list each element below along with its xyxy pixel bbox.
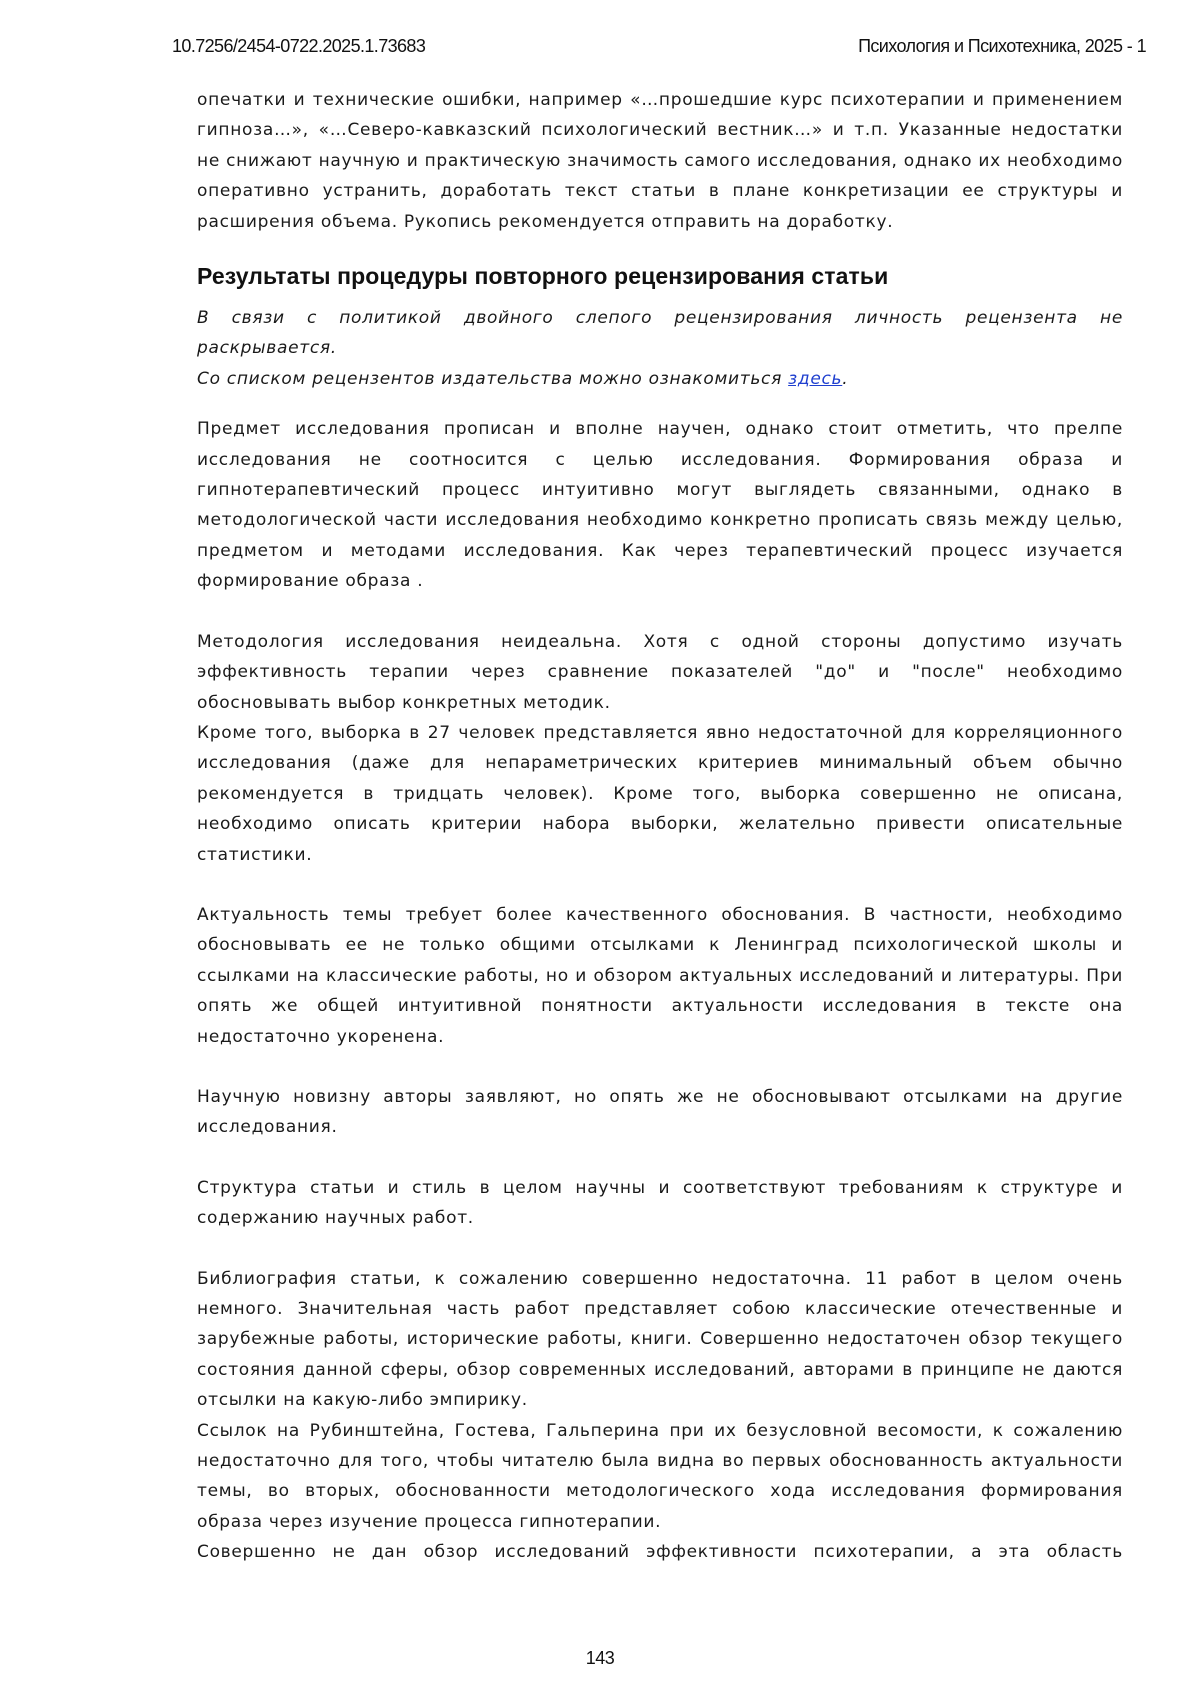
article-body	[197, 85, 1123, 1568]
journal-title: Психология и Психотехника, 2025 - 1	[858, 36, 1146, 57]
section-heading: Результаты процедуры повторного рецензирования статьи	[197, 261, 1123, 291]
paragraph-sample: Кроме того, выборка в 27 человек представляется явно недостаточной для корреляционного исследования (даже для непараметрических критериев минимальный объем обычно рекомендуется в тридцать человек). Кроме того, выборка совершенно не описана, необходимо описать критерии набора выборки, желательно привести описательные статистики.	[197, 718, 1123, 870]
paragraph-review-gap: Совершенно не дан обзор исследований эффективности психотерапии, а эта область	[197, 1537, 1123, 1567]
paragraph-novelty: Научную новизну авторы заявляют, но опять же не обосновывают отсылками на другие исследования.	[197, 1082, 1123, 1143]
review-note-line1: В связи с политикой двойного слепого рецензирования личность рецензента не раскрывается.	[197, 303, 1123, 364]
review-note	[197, 303, 1123, 394]
paragraph-methodology: Методология исследования неидеальна. Хотя с одной стороны допустимо изучать эффективность терапии через сравнение показателей "до" и "после" необходимо обосновывать выбор конкретных методик.	[197, 627, 1123, 718]
doi-identifier: 10.7256/2454-0722.2025.1.73683	[172, 36, 425, 57]
document-page	[0, 0, 1200, 1698]
review-note-line2-end: .	[842, 369, 848, 389]
reviewers-link[interactable]: здесь	[788, 369, 842, 389]
running-header	[172, 36, 1146, 60]
review-note-line2	[197, 364, 1123, 394]
review-note-line2-text: Со списком рецензентов издательства можно ознакомиться	[197, 369, 788, 389]
paragraph-relevance: Актуальность темы требует более качественного обоснования. В частности, необходимо обосновывать ее не только общими отсылками к Ленинград психологической школы и ссылками на классические работы, но и обзором актуальных исследований и литературы. При опять же общей интуитивной понятности актуальности исследования в тексте она недостаточно укоренена.	[197, 900, 1123, 1052]
paragraph-bibliography: Библиография статьи, к сожалению совершенно недостаточна. 11 работ в целом очень немного. Значительная часть работ представляет собою классические отечественные и зарубежные работы, исторические работы, книги. Совершенно недостаточен обзор текущего состояния данной сферы, обзор современных исследований, авторами в принципе не даются отсылки на какую-либо эмпирику.	[197, 1264, 1123, 1416]
intro-paragraph: опечатки и технические ошибки, например «…прошедшие курс психотерапии и применением гипноза…», «…Северо-кавказский психологический вестник…» и т.п. Указанные недостатки не снижают научную и практическую значимость самого исследования, однако их необходимо оперативно устранить, доработать текст статьи в плане конкретизации ее структуры и расширения объема. Рукопись рекомендуется отправить на доработку.	[197, 85, 1123, 237]
paragraph-references: Ссылок на Рубинштейна, Гостева, Гальперина при их безусловной весомости, к сожалению недостаточно для того, чтобы читателю была видна во первых обоснованность актуальности темы, во вторых, обоснованности методологического хода исследования формирования образа через изучение процесса гипнотерапии.	[197, 1416, 1123, 1538]
page-number: 143	[0, 1648, 1200, 1669]
paragraph-subject: Предмет исследования прописан и вполне научен, однако стоит отметить, что прелпе исследования не соотносится с целью исследования. Формирования образа и гипнотерапевтический процесс интуитивно могут выглядеть связанными, однако в методологической части исследования необходимо конкретно прописать связь между целью, предметом и методами исследования. Как через терапевтический процесс изучается формирование образа .	[197, 414, 1123, 596]
paragraph-structure: Структура статьи и стиль в целом научны и соответствуют требованиям к структуре и содержанию научных работ.	[197, 1173, 1123, 1234]
